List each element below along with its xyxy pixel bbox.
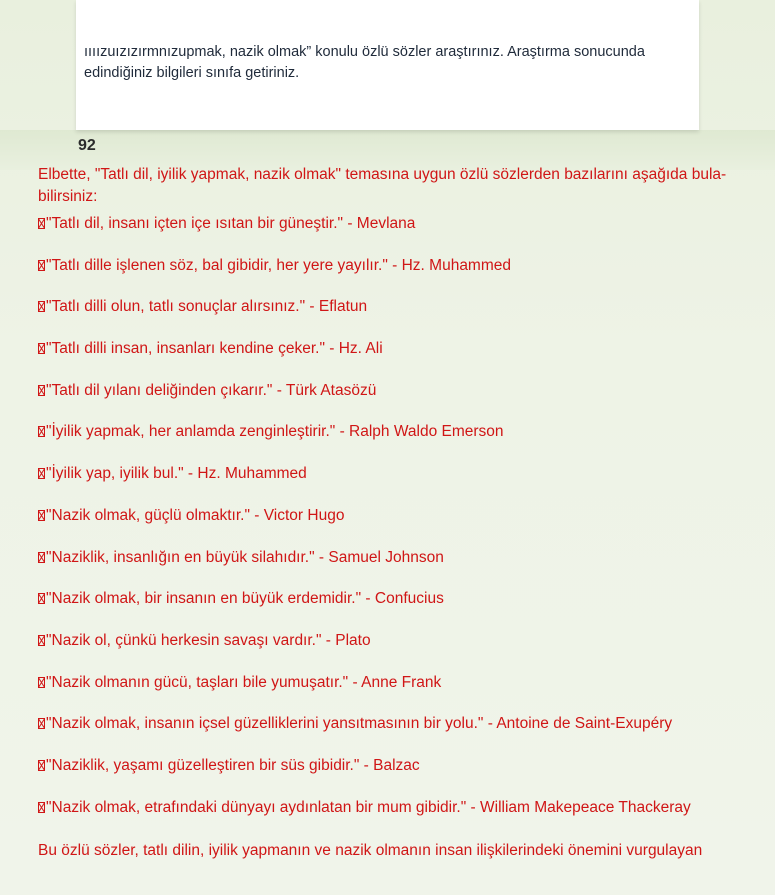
quote-item <box>38 256 763 298</box>
quote-text: "Nazik olmak, güçlü olmaktır." - Victor Hugo <box>46 506 345 524</box>
missing-glyph-icon <box>38 510 45 521</box>
missing-glyph-icon <box>38 426 45 437</box>
missing-glyph-icon <box>38 301 45 312</box>
quote-text: "Tatlı dilli olun, tatlı sonuçlar alırsınız." - Eflatun <box>46 298 368 316</box>
quote-text: "Tatlı dille işlenen söz, bal gibidir, her yere yayılır." - Hz. Muhammed <box>46 256 511 274</box>
quote-item <box>38 673 763 715</box>
missing-glyph-icon <box>38 468 45 479</box>
quote-item <box>38 214 763 256</box>
missing-glyph-icon <box>38 385 45 396</box>
quote-item <box>38 714 763 756</box>
quote-text: "İyilik yapmak, her anlamda zenginleştirir." - Ralph Waldo Emerson <box>46 423 504 441</box>
quote-item <box>38 589 763 631</box>
missing-glyph-icon <box>38 552 45 563</box>
quote-text: "Tatlı dilli insan, insanları kendine çeker." - Hz. Ali <box>46 340 383 358</box>
missing-glyph-icon <box>38 218 45 229</box>
quote-item <box>38 381 763 423</box>
quote-item <box>38 506 763 548</box>
quote-text: "Tatlı dil, insanı içten içe ısıtan bir güneştir." - Mevlana <box>46 215 416 232</box>
quote-item <box>38 464 763 506</box>
quote-item <box>38 756 763 798</box>
answer-conclusion: Bu özlü sözler, tatlı dilin, iyilik yapmanın ve nazik olmanın insan ilişkilerindeki önemini vurgulayan <box>38 842 703 860</box>
quote-item <box>38 548 763 590</box>
answer-intro: Elbette, "Tatlı dil, iyilik yapmak, nazik olmak" temasına uygun özlü sözlerden bazılarını aşağıda bula-bilirsiniz: <box>38 166 727 205</box>
quote-item <box>38 339 763 381</box>
missing-glyph-icon <box>38 260 45 271</box>
assignment-card <box>76 0 699 130</box>
missing-glyph-icon <box>38 677 45 688</box>
page-number: 92 <box>78 137 96 154</box>
missing-glyph-icon <box>38 802 45 813</box>
quote-list <box>38 214 763 839</box>
missing-glyph-icon <box>38 635 45 646</box>
missing-glyph-icon <box>38 718 45 729</box>
quote-text: "İyilik yap, iyilik bul." - Hz. Muhammed <box>46 465 307 483</box>
quote-text: "Naziklik, yaşamı güzelleştiren bir süs gibidir." - Balzac <box>46 756 420 774</box>
quote-text: "Nazik ol, çünkü herkesin savaşı vardır." - Plato <box>46 631 371 649</box>
missing-glyph-icon <box>38 343 45 354</box>
quote-text: "Nazik olmanın gücü, taşları bile yumuşatır." - Anne Frank <box>46 673 442 691</box>
quote-text: "Nazik olmak, etrafındaki dünyayı aydınlatan bir mum gibidir." - William Makepeace Thackeray <box>46 798 691 816</box>
quote-text: "Tatlı dil yılanı deliğinden çıkarır." - Türk Atasözü <box>46 381 377 399</box>
quote-item <box>38 798 763 840</box>
quote-item <box>38 422 763 464</box>
quote-text: "Nazik olmak, insanın içsel güzelliklerini yansıtmasının bir yolu." - Antoine de Saint-Exupéry <box>46 715 673 733</box>
quote-text: "Naziklik, insanlığın en büyük silahıdır." - Samuel Johnson <box>46 548 444 566</box>
missing-glyph-icon <box>38 593 45 604</box>
assignment-text: ıııızuızızırmnızupmak, nazik olmak” konulu özlü sözler araştırınız. Araştırma sonucunda edindiğiniz bilgileri sınıfa getiriniz. <box>84 44 645 81</box>
quote-item <box>38 297 763 339</box>
quote-item <box>38 631 763 673</box>
missing-glyph-icon <box>38 760 45 771</box>
quote-text: "Nazik olmak, bir insanın en büyük erdemidir." - Confucius <box>46 590 444 608</box>
answer-block <box>38 164 763 861</box>
